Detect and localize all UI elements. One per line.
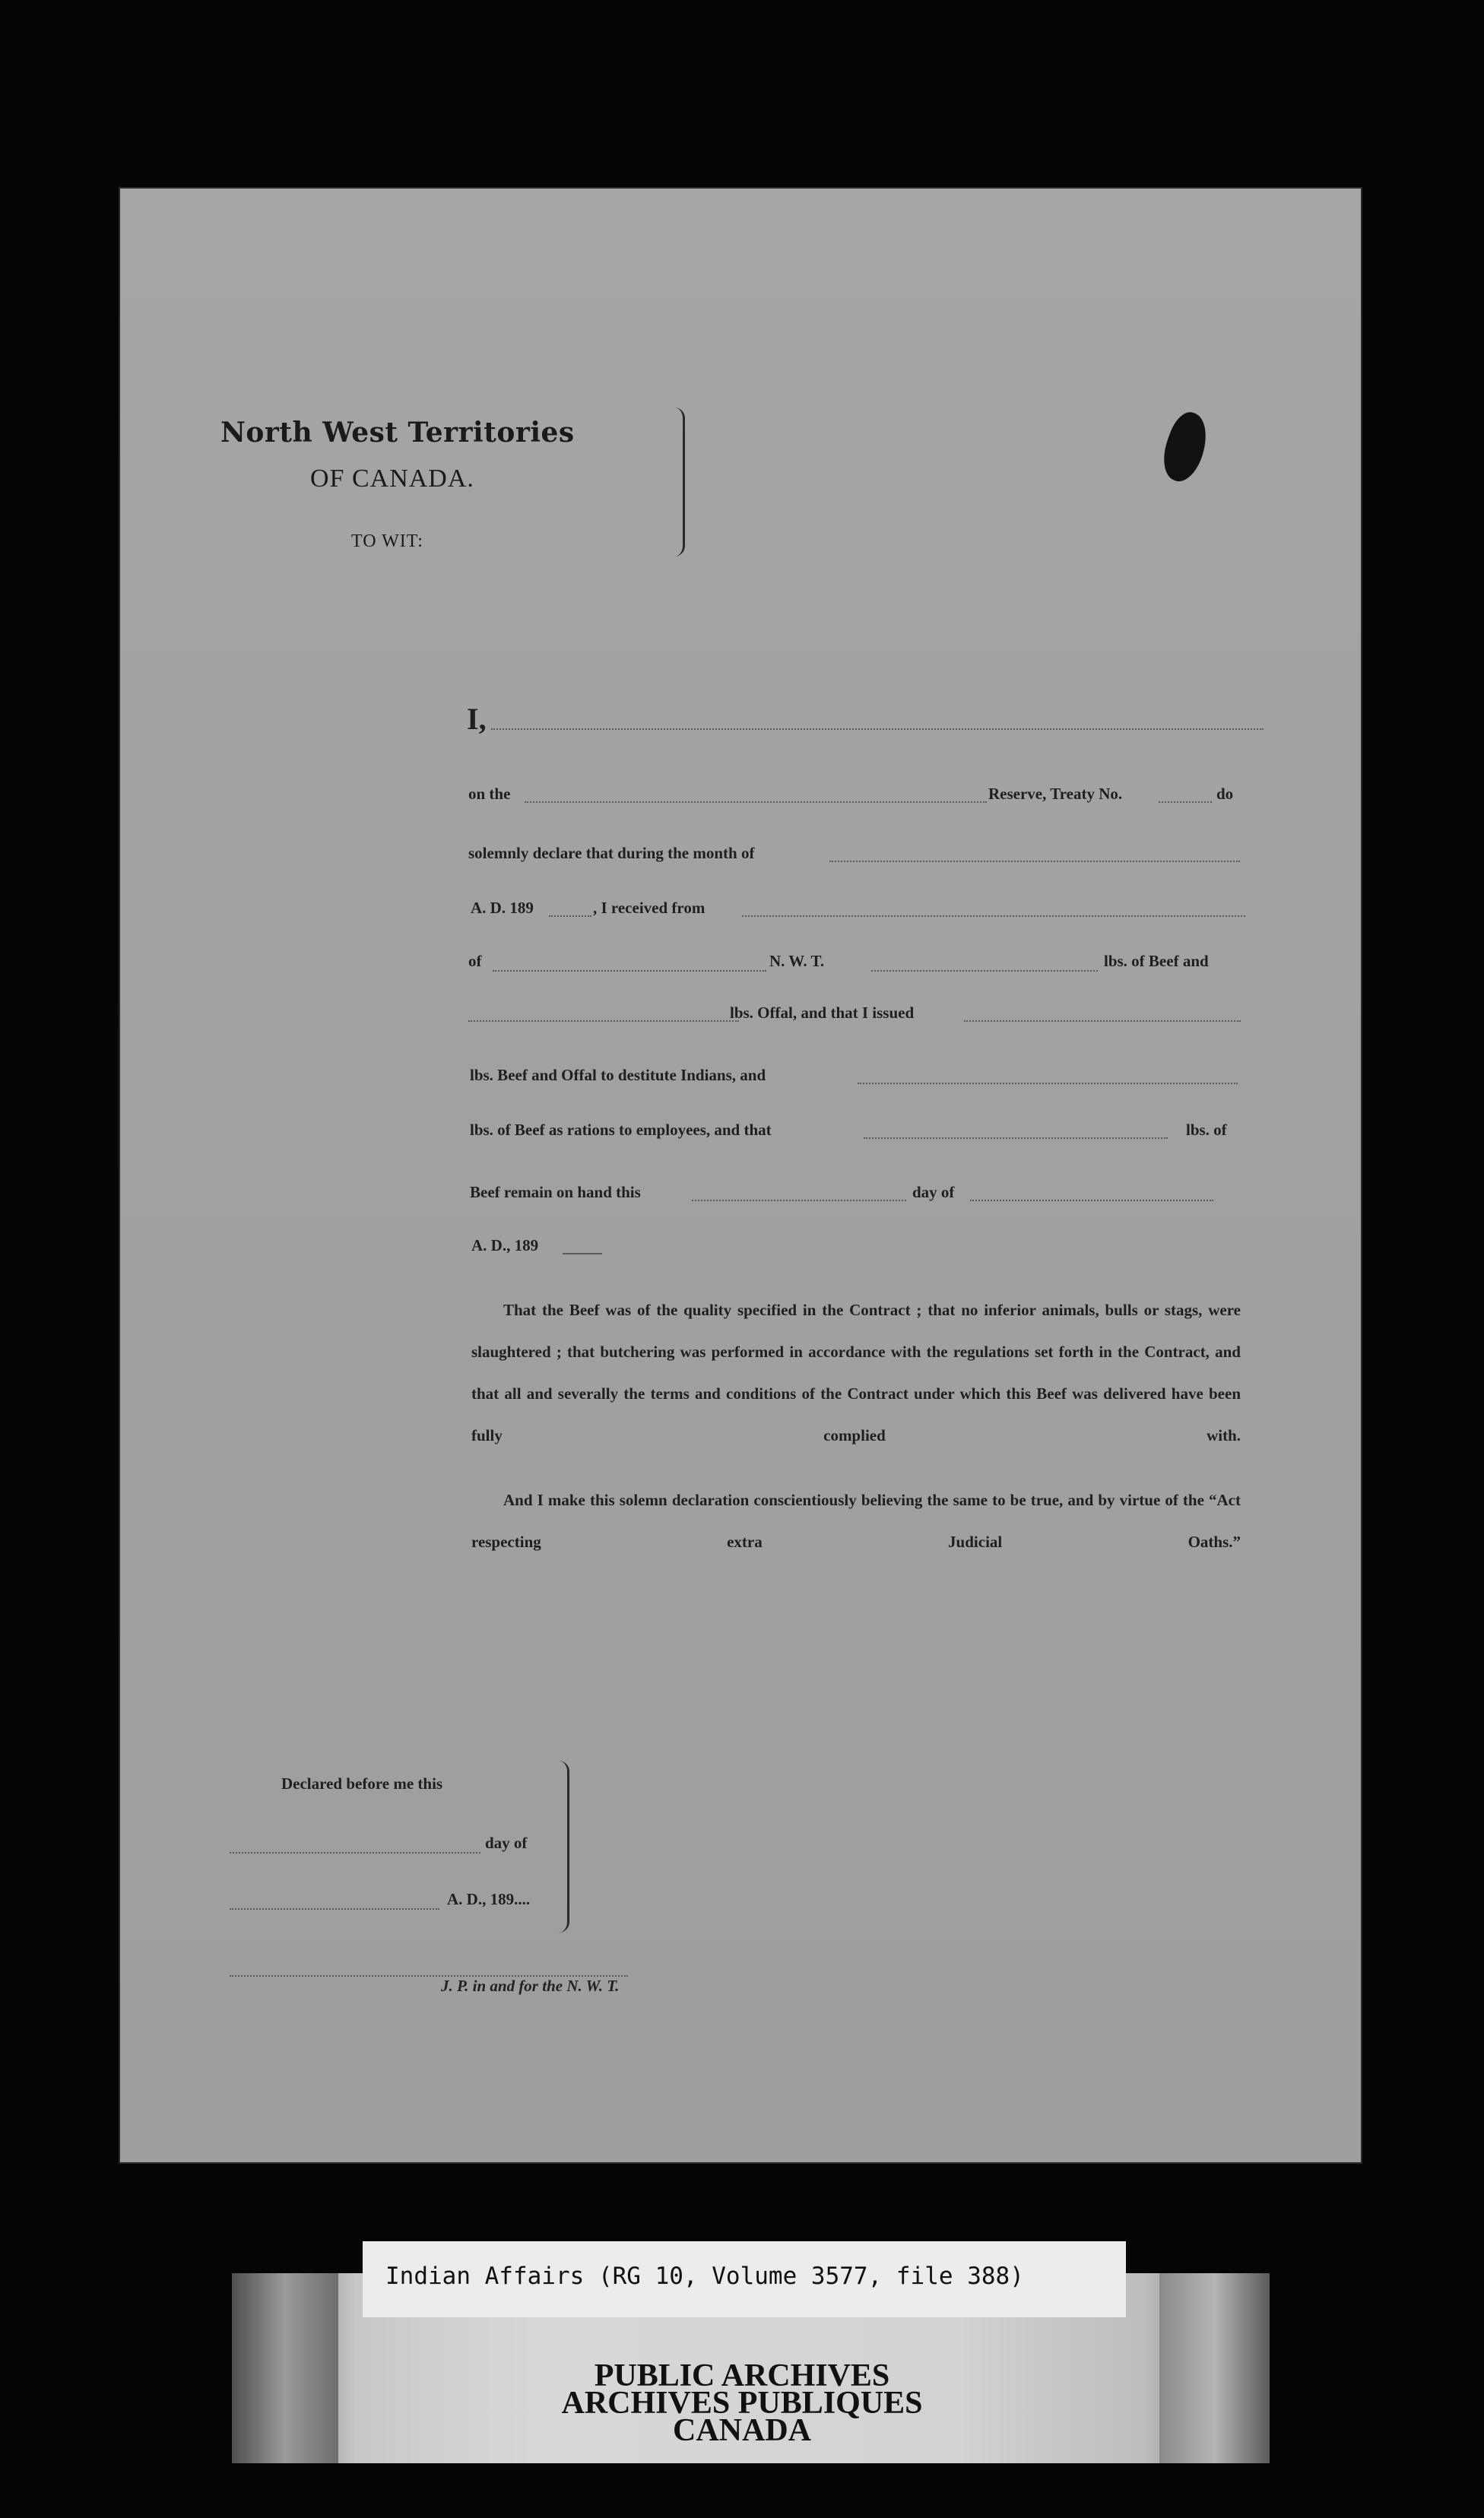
line2-text: solemnly declare that during the month of: [468, 844, 755, 862]
declared-day-field[interactable]: [230, 1852, 480, 1854]
line3-text-a: A. D. 189: [471, 899, 534, 917]
declared-month-field[interactable]: [230, 1908, 439, 1910]
stamp-line1: PUBLIC ARCHIVES: [594, 2358, 890, 2393]
line6-text: lbs. Beef and Offal to destitute Indians, and: [470, 1066, 766, 1084]
remain-month-field[interactable]: [970, 1200, 1213, 1201]
line1-text-b: Reserve, Treaty No.: [988, 785, 1123, 803]
line1-text-c: do: [1216, 785, 1234, 803]
line8-text-a: Beef remain on hand this: [470, 1183, 641, 1201]
archive-reference-label: [363, 2241, 1126, 2317]
offal-received-field[interactable]: [468, 1020, 739, 1022]
line7-text-b: lbs. of: [1186, 1121, 1227, 1139]
line5-text: lbs. Offal, and that I issued: [730, 1004, 915, 1022]
declarant-i-label: I,: [467, 702, 487, 736]
line4-text-c: lbs. of Beef and: [1104, 952, 1209, 970]
line1-text-a: on the: [468, 785, 511, 803]
venue-title: North West Territories: [220, 417, 575, 449]
jp-caption: J. P. in and for the N. W. T.: [441, 1977, 620, 1995]
contract-compliance-paragraph: That the Beef was of the quality specified in the Contract ; that no inferior animals, bulls or stags, were slaughtered ; that butchering was performed in accordance with the regulations set forth in the Contract, and that all and severally the terms and conditions of the Contract under which this Beef was delivered have been fully complied with.: [471, 1301, 1241, 1445]
line9-text: A. D., 189: [471, 1236, 539, 1254]
stamp-line3: CANADA: [673, 2413, 811, 2448]
reserve-name-field[interactable]: [525, 801, 987, 803]
document-page: [119, 187, 1362, 2164]
declared-brace: [558, 1761, 569, 1933]
employee-rations-field[interactable]: [858, 1083, 1238, 1084]
remain-day-field[interactable]: [692, 1200, 906, 1201]
line3-text-b: , I received from: [593, 899, 706, 917]
received-from-field[interactable]: [742, 915, 1245, 917]
location-field[interactable]: [493, 970, 766, 972]
solemn-declaration-paragraph: And I make this solemn declaration conscientiously believing the same to be true, and by virtue of the “Act respecting extra Judicial Oaths.”: [471, 1491, 1241, 1551]
remain-year-field[interactable]: [563, 1253, 602, 1254]
declared-line2: day of: [485, 1834, 528, 1852]
beef-received-field[interactable]: [871, 970, 1098, 972]
line4-text-a: of: [468, 952, 482, 970]
stamp-line2: ARCHIVES PUBLIQUES: [561, 2386, 923, 2421]
venue-subtitle: OF CANADA.: [310, 465, 474, 493]
declared-line3: A. D., 189....: [447, 1890, 531, 1908]
declared-line1: Declared before me this: [281, 1774, 443, 1793]
venue-brace: [674, 408, 685, 557]
year-field[interactable]: [549, 915, 591, 917]
venue-to-wit: TO WIT:: [351, 531, 423, 551]
declarant-name-field[interactable]: [491, 728, 1264, 730]
ink-mark: [1156, 408, 1215, 487]
archive-reference-text: Indian Affairs (RG 10, Volume 3577, file 388): [385, 2263, 1024, 2290]
line4-text-b: N. W. T.: [769, 952, 825, 970]
remaining-beef-field[interactable]: [864, 1137, 1168, 1139]
treaty-number-field[interactable]: [1159, 801, 1212, 803]
month-field[interactable]: [829, 861, 1240, 862]
line7-text-a: lbs. of Beef as rations to employees, and that: [470, 1121, 772, 1139]
line8-text-b: day of: [912, 1183, 955, 1201]
issued-field[interactable]: [964, 1020, 1241, 1022]
